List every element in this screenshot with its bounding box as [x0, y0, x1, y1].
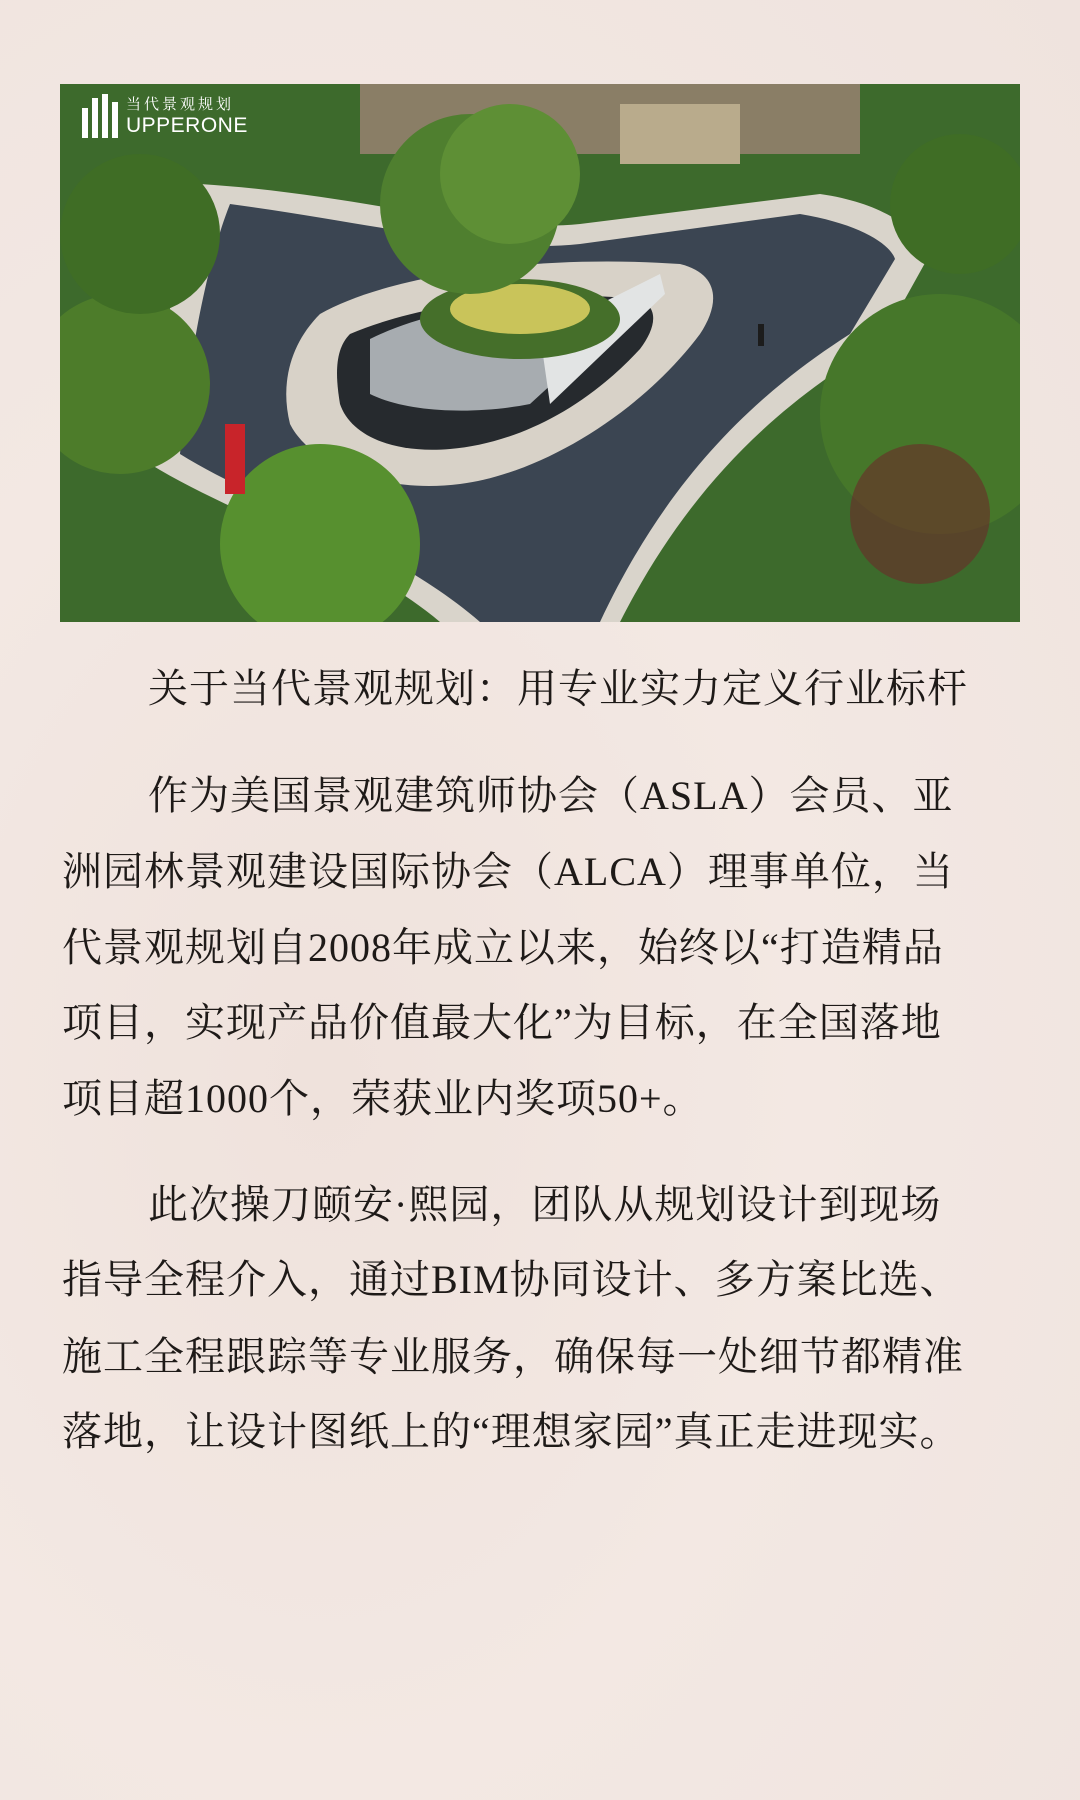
- paragraph-line: 项目超1000个，荣获业内奖项50+。: [62, 1076, 704, 1121]
- upperone-logo: [80, 94, 248, 138]
- paragraph-line: 此次操刀颐安·熙园，团队从规划设计到现场: [148, 1182, 942, 1227]
- paragraph-line: 落地，让设计图纸上的“理想家园”真正走进现实。: [62, 1409, 961, 1454]
- section-heading: 关于当代景观规划：用专业实力定义行业标杆: [148, 666, 968, 711]
- paragraph-line: 施工全程跟踪等专业服务，确保每一处细节都精准: [62, 1334, 964, 1379]
- logo-english-name: UPPERONE: [126, 113, 248, 137]
- paragraph-line: 代景观规划自2008年成立以来，始终以“打造精品: [62, 925, 944, 970]
- paragraph-line: 作为美国景观建筑师协会（ASLA）会员、亚: [148, 773, 954, 818]
- paragraph-line: 洲园林景观建设国际协会（ALCA）理事单位，当: [62, 849, 954, 894]
- logo-mark-icon: [80, 94, 118, 138]
- logo-chinese-name: 当代景观规划: [126, 94, 235, 113]
- landscape-photo: [60, 84, 1020, 622]
- paragraph-line: 项目，实现产品价值最大化”为目标，在全国落地: [62, 1000, 942, 1045]
- aerial-garden-illustration: [60, 84, 1020, 622]
- paragraph-line: 指导全程介入，通过BIM协同设计、多方案比选、: [62, 1257, 961, 1302]
